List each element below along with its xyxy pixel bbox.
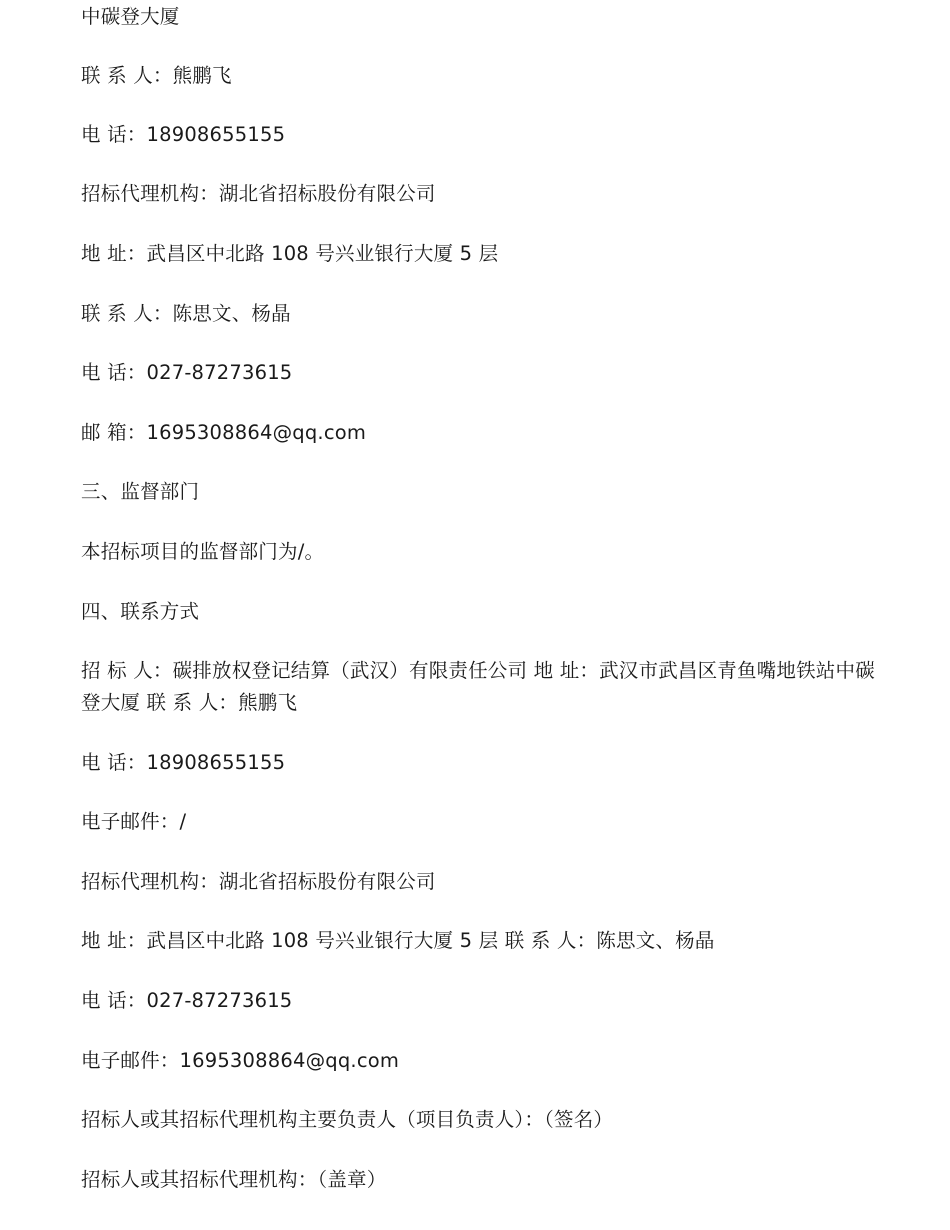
agency-contact-person: 联 系 人：陈思文、杨晶 xyxy=(81,302,291,325)
section-heading-supervision: 三、监督部门 xyxy=(81,480,200,503)
phone: 电 话：18908655155 xyxy=(81,123,286,146)
tenderer-email: 电子邮件：/ xyxy=(81,810,187,833)
supervision-text: 本招标项目的监督部门为/。 xyxy=(81,540,325,563)
agency-address-contact: 地 址：武昌区中北路 108 号兴业银行大厦 5 层 联 系 人：陈思文、杨晶 xyxy=(81,929,715,952)
agency-phone: 电 话：027-87273615 xyxy=(81,361,293,384)
agency-name-2: 招标代理机构：湖北省招标股份有限公司 xyxy=(81,870,436,893)
agency-address: 地 址：武昌区中北路 108 号兴业银行大厦 5 层 xyxy=(81,242,499,265)
address-continuation: 中碳登大厦 xyxy=(81,5,180,28)
signature-line: 招标人或其招标代理机构主要负责人（项目负责人）：（签名） xyxy=(81,1108,614,1131)
agency-phone-2: 电 话：027-87273615 xyxy=(81,989,293,1012)
agency-email-2: 电子邮件：1695308864@qq.com xyxy=(81,1049,400,1072)
section-heading-contact: 四、联系方式 xyxy=(81,600,200,623)
agency-name: 招标代理机构：湖北省招标股份有限公司 xyxy=(81,182,436,205)
agency-email: 邮 箱：1695308864@qq.com xyxy=(81,421,367,444)
contact-person: 联 系 人：熊鹏飞 xyxy=(81,64,232,87)
tenderer-info: 招 标 人：碳排放权登记结算（武汉）有限责任公司 地 址：武汉市武昌区青鱼嘴地铁站中碳登大厦 联 系 人：熊鹏飞 xyxy=(81,659,875,714)
tenderer-phone: 电 话：18908655155 xyxy=(81,751,286,774)
seal-line: 招标人或其招标代理机构：（盖章） xyxy=(81,1168,387,1191)
